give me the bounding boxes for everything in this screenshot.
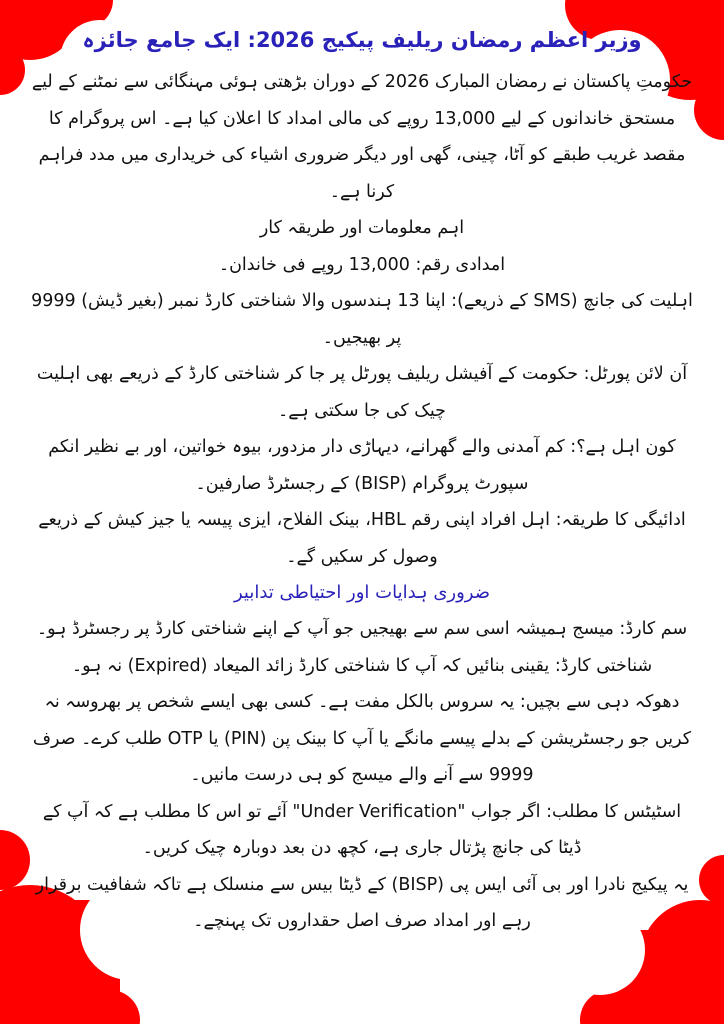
precaution-id-card: شناختی کارڈ: یقینی بنائیں کہ آپ کا شناختی کارڈ زائد المیعاد (Expired) نہ ہو۔ [71, 655, 653, 676]
precaution-status-meaning: اسٹیٹس کا مطلب: اگر جواب "Under Verification" آئے تو اس کا مطلب ہے کہ آپ کے ڈیٹا کی جانچ پڑتال جاری ہے، کچھ دن بعد دوبارہ چیک کریں۔ [42, 801, 682, 858]
intro-paragraph: حکومتِ پاکستان نے رمضان المبارک 2026 کے دوران بڑھتی ہوئی مہنگائی سے نمٹنے کے لیے مستحق خاندانوں کے لیے 13,000 روپے کی مالی امداد کا اعلان کیا ہے۔ اس پروگرام کا مقصد غریب طبقے کو آٹا، چینی، گھی اور دیگر ضروری اشیاء کی خریداری میں مدد فراہم کرنا ہے۔ [31, 72, 693, 202]
info-item-sms-check: اہلیت کی جانچ (SMS کے ذریعے): اپنا 13 ہندسوں والا شناختی کارڈ نمبر (بغیر ڈیش) 9999 پر بھیجیں۔ [31, 291, 693, 348]
info-item-eligibility: کون اہل ہے؟: کم آمدنی والے گھرانے، دیہاڑی دار مزدور، بیوہ خواتین، اور بے نظیر انکم سپورٹ پروگرام (BISP) کے رجسٹرڈ صارفین۔ [48, 437, 676, 494]
precaution-database-link: یہ پیکیج نادرا اور بی آئی ایس پی (BISP) کے ڈیٹا بیس سے منسلک ہے تاکہ شفافیت برقرار رہے اور امداد صرف اصل حقداروں تک پہنچے۔ [35, 874, 689, 931]
info-item-amount: امدادی رقم: 13,000 روپے فی خاندان۔ [218, 254, 506, 275]
article [30, 22, 694, 940]
section-heading-info: اہم معلومات اور طریقہ کار [259, 218, 465, 238]
page-title: وزیر اعظم رمضان ریلیف پیکیج 2026: ایک جامع جائزہ [82, 28, 642, 52]
precaution-sim-card: سم کارڈ: میسج ہمیشہ اسی سم سے بھیجیں جو آپ کے اپنے شناختی کارڈ پر رجسٹرڈ ہو۔ [36, 619, 688, 639]
precaution-fraud: دھوکہ دہی سے بچیں: یہ سروس بالکل مفت ہے۔ کسی بھی ایسے شخص پر بھروسہ نہ کریں جو رجسٹریشن کے بدلے پیسے مانگے یا آپ کا بینک پن (PIN) یا OTP طلب کرے۔ صرف 9999 سے آنے والے میسج کو ہی درست مانیں۔ [32, 692, 692, 785]
info-item-payment-method: ادائیگی کا طریقہ: اہل افراد اپنی رقم HBL، بینک الفلاح، ایزی پیسہ یا جیز کیش کے ذریعے وصول کر سکیں گے۔ [38, 510, 686, 567]
section-heading-precautions: ضروری ہدایات اور احتیاطی تدابیر [233, 582, 491, 603]
info-item-online-portal: آن لائن پورٹل: حکومت کے آفیشل ریلیف پورٹل پر جا کر شناختی کارڈ کے ذریعے بھی اہلیت چیک کی جا سکتی ہے۔ [36, 364, 688, 421]
